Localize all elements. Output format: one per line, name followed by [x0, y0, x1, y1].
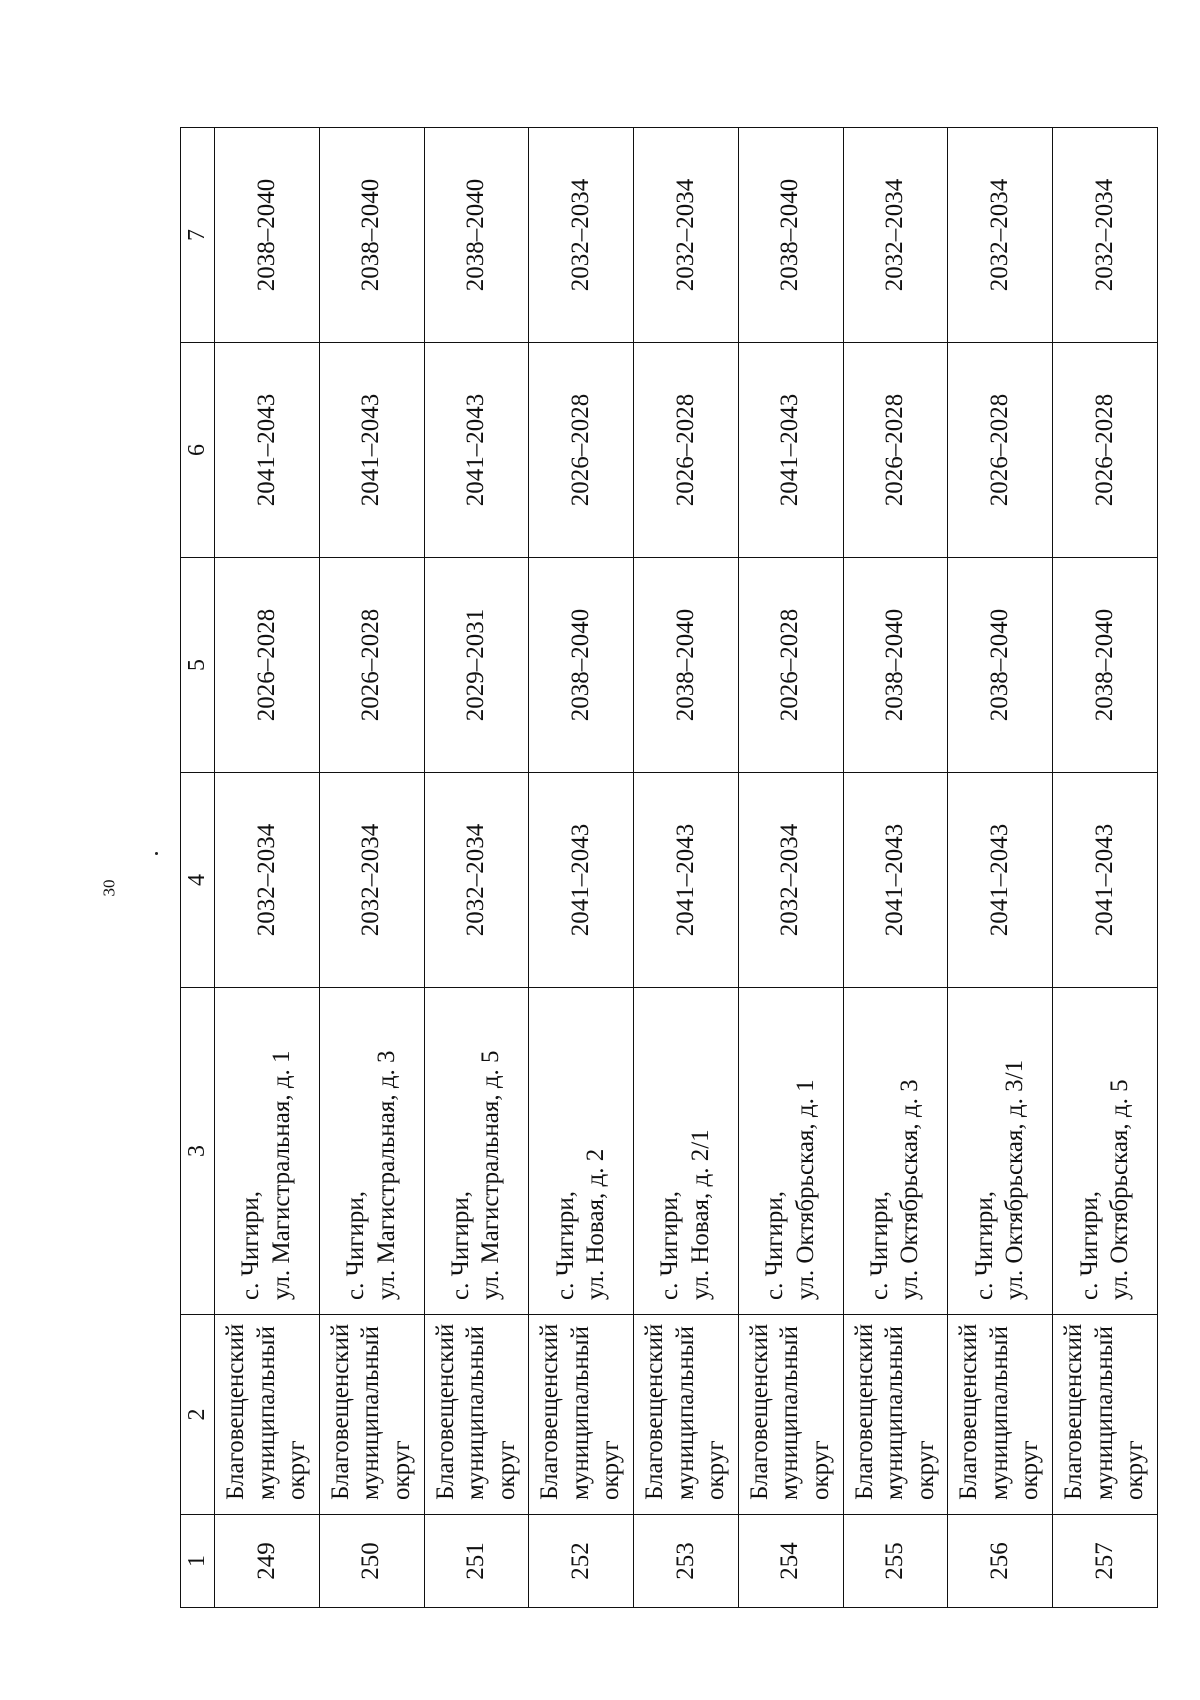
address-cell: [215, 988, 320, 1315]
period-col-6: 2026–2028: [948, 343, 1053, 558]
table-row: [319, 128, 424, 1608]
address-line: ул. Октябрьская, д. 3/1: [1001, 1059, 1029, 1300]
district-line: округ: [387, 1440, 415, 1500]
table-row: [529, 128, 634, 1608]
district-cell: [1053, 1315, 1158, 1515]
table-container: [180, 128, 1158, 1608]
address-line: с. Чигири,: [865, 1191, 893, 1300]
page-number: [96, 868, 122, 908]
table-row: [948, 128, 1053, 1608]
period-col-4: 2041–2043: [529, 773, 634, 988]
address-line: ул. Магистральная, д. 3: [372, 1050, 400, 1300]
header-col-3: 3: [181, 988, 215, 1315]
district-line: муниципальный: [462, 1326, 490, 1500]
page-number-text: 30: [99, 879, 118, 897]
district-line: округ: [806, 1440, 834, 1500]
period-col-6: 2026–2028: [843, 343, 948, 558]
district-line: муниципальный: [1090, 1326, 1118, 1500]
row-number: 256: [948, 1515, 1053, 1608]
district-line: округ: [1016, 1440, 1044, 1500]
address-line: с. Чигири,: [342, 1191, 370, 1300]
address-line: с. Чигири,: [446, 1191, 474, 1300]
district-line: округ: [911, 1440, 939, 1500]
header-col-5: 5: [181, 558, 215, 773]
address-cell: [843, 988, 948, 1315]
address-line: с. Чигири,: [551, 1191, 579, 1300]
address-cell: [529, 988, 634, 1315]
row-number: 254: [738, 1515, 843, 1608]
period-col-5: 2038–2040: [1053, 558, 1158, 773]
period-col-4: 2041–2043: [634, 773, 739, 988]
address-line: ул. Октябрьская, д. 1: [791, 1079, 819, 1300]
district-line: Благовещенский: [1060, 1323, 1088, 1500]
period-col-6: 2041–2043: [424, 343, 529, 558]
district-line: муниципальный: [776, 1326, 804, 1500]
table-row: [215, 128, 320, 1608]
period-col-6: 2026–2028: [634, 343, 739, 558]
address-line: ул. Новая, д. 2/1: [686, 1129, 714, 1300]
period-col-6: 2026–2028: [529, 343, 634, 558]
district-line: муниципальный: [566, 1326, 594, 1500]
period-col-6: 2041–2043: [215, 343, 320, 558]
district-line: муниципальный: [985, 1326, 1013, 1500]
scan-artifact-dot: [155, 852, 158, 855]
district-line: муниципальный: [881, 1326, 909, 1500]
period-col-7: 2038–2040: [738, 128, 843, 343]
period-col-5: 2038–2040: [634, 558, 739, 773]
address-line: ул. Октябрьская, д. 3: [896, 1079, 924, 1300]
period-col-7: 2032–2034: [948, 128, 1053, 343]
district-cell: [738, 1315, 843, 1515]
address-line: с. Чигири,: [656, 1191, 684, 1300]
period-col-7: 2032–2034: [634, 128, 739, 343]
district-cell: [843, 1315, 948, 1515]
district-line: муниципальный: [671, 1326, 699, 1500]
address-cell: [424, 988, 529, 1315]
period-col-7: 2032–2034: [529, 128, 634, 343]
row-number: 255: [843, 1515, 948, 1608]
address-line: с. Чигири,: [970, 1191, 998, 1300]
period-col-7: 2038–2040: [424, 128, 529, 343]
address-cell: [1053, 988, 1158, 1315]
district-line: округ: [1121, 1440, 1149, 1500]
district-line: округ: [492, 1440, 520, 1500]
district-line: Благовещенский: [641, 1323, 669, 1500]
period-col-6: 2041–2043: [319, 343, 424, 558]
district-cell: [319, 1315, 424, 1515]
district-line: муниципальный: [252, 1326, 280, 1500]
period-col-4: 2032–2034: [424, 773, 529, 988]
district-line: Благовещенский: [222, 1323, 250, 1500]
district-line: Благовещенский: [431, 1323, 459, 1500]
period-col-5: 2038–2040: [948, 558, 1053, 773]
schedule-table: [180, 127, 1158, 1608]
row-number: 257: [1053, 1515, 1158, 1608]
period-col-6: 2041–2043: [738, 343, 843, 558]
address-cell: [738, 988, 843, 1315]
address-line: ул. Новая, д. 2: [582, 1148, 610, 1300]
period-col-7: 2038–2040: [319, 128, 424, 343]
table-row: [1053, 128, 1158, 1608]
table-header-row: [181, 128, 215, 1608]
table-row: [424, 128, 529, 1608]
header-col-4: 4: [181, 773, 215, 988]
period-col-4: 2032–2034: [738, 773, 843, 988]
period-col-5: 2038–2040: [843, 558, 948, 773]
address-line: ул. Магистральная, д. 1: [267, 1050, 295, 1300]
header-col-1: 1: [181, 1515, 215, 1608]
header-col-2: 2: [181, 1315, 215, 1515]
district-line: Благовещенский: [536, 1323, 564, 1500]
period-col-4: 2032–2034: [215, 773, 320, 988]
period-col-5: 2026–2028: [319, 558, 424, 773]
address-line: с. Чигири,: [237, 1191, 265, 1300]
district-cell: [634, 1315, 739, 1515]
period-col-4: 2041–2043: [1053, 773, 1158, 988]
row-number: 250: [319, 1515, 424, 1608]
period-col-5: 2029–2031: [424, 558, 529, 773]
address-cell: [634, 988, 739, 1315]
period-col-5: 2038–2040: [529, 558, 634, 773]
period-col-7: 2038–2040: [215, 128, 320, 343]
district-cell: [948, 1315, 1053, 1515]
district-line: Благовещенский: [955, 1323, 983, 1500]
district-line: округ: [283, 1440, 311, 1500]
period-col-4: 2041–2043: [843, 773, 948, 988]
district-cell: [215, 1315, 320, 1515]
district-line: муниципальный: [357, 1326, 385, 1500]
table-row: [634, 128, 739, 1608]
district-cell: [424, 1315, 529, 1515]
header-col-6: 6: [181, 343, 215, 558]
period-col-7: 2032–2034: [1053, 128, 1158, 343]
period-col-5: 2026–2028: [738, 558, 843, 773]
address-line: с. Чигири,: [1075, 1191, 1103, 1300]
row-number: 252: [529, 1515, 634, 1608]
district-line: Благовещенский: [850, 1323, 878, 1500]
address-line: ул. Магистральная, д. 5: [477, 1050, 505, 1300]
row-number: 253: [634, 1515, 739, 1608]
header-col-7: 7: [181, 128, 215, 343]
row-number: 251: [424, 1515, 529, 1608]
address-cell: [948, 988, 1053, 1315]
district-line: округ: [597, 1440, 625, 1500]
address-line: ул. Октябрьская, д. 5: [1106, 1079, 1134, 1300]
district-cell: [529, 1315, 634, 1515]
period-col-4: 2032–2034: [319, 773, 424, 988]
table-row: [843, 128, 948, 1608]
period-col-7: 2032–2034: [843, 128, 948, 343]
period-col-5: 2026–2028: [215, 558, 320, 773]
period-col-6: 2026–2028: [1053, 343, 1158, 558]
address-cell: [319, 988, 424, 1315]
district-line: округ: [702, 1440, 730, 1500]
district-line: Благовещенский: [326, 1323, 354, 1500]
table-row: [738, 128, 843, 1608]
row-number: 249: [215, 1515, 320, 1608]
address-line: с. Чигири,: [761, 1191, 789, 1300]
district-line: Благовещенский: [745, 1323, 773, 1500]
period-col-4: 2041–2043: [948, 773, 1053, 988]
